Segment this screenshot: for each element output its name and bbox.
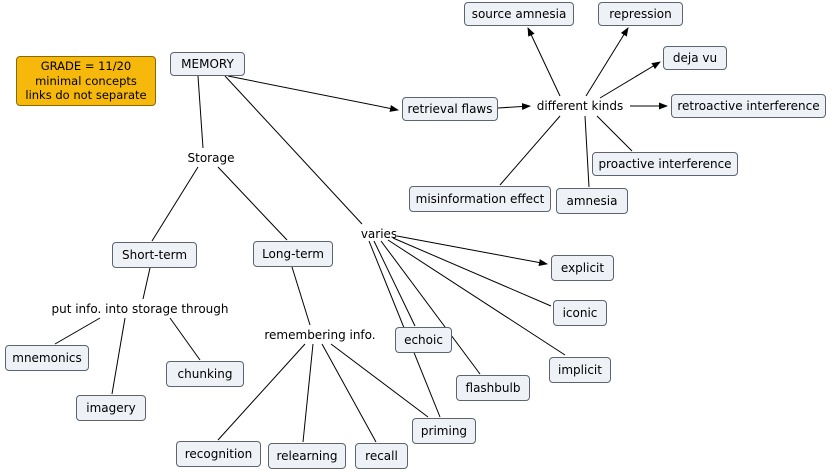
edge-varies-to-explicit bbox=[397, 236, 547, 264]
node-recognition[interactable]: recognition bbox=[176, 441, 261, 467]
node-retrieval_flaws[interactable]: retrieval flaws bbox=[402, 97, 498, 121]
node-retroactive_interference[interactable]: retroactive interference bbox=[671, 94, 826, 118]
edge-different_kinds-to-amnesia bbox=[585, 116, 589, 187]
node-iconic[interactable]: iconic bbox=[553, 300, 607, 326]
edge-different_kinds-to-proactive_interference bbox=[597, 116, 632, 151]
node-long_term[interactable]: Long-term bbox=[253, 241, 333, 267]
node-amnesia[interactable]: amnesia bbox=[556, 188, 628, 214]
edge-remembering_info-to-recall bbox=[322, 344, 376, 442]
node-storage[interactable]: Storage bbox=[187, 151, 235, 165]
edge-different_kinds-to-misinformation_effect bbox=[500, 116, 560, 185]
node-flashbulb[interactable]: flashbulb bbox=[456, 375, 530, 401]
node-put_info[interactable]: put info. into storage through bbox=[51, 302, 229, 316]
grade-line-1: GRADE = 11/20 bbox=[40, 59, 132, 74]
edge-varies-to-echoic bbox=[374, 241, 415, 326]
node-misinformation_effect[interactable]: misinformation effect bbox=[409, 186, 551, 212]
edge-storage-to-short_term bbox=[152, 167, 198, 241]
edge-different_kinds-to-repression bbox=[586, 28, 628, 96]
node-explicit[interactable]: explicit bbox=[551, 255, 614, 281]
node-different_kinds[interactable]: different kinds bbox=[536, 99, 624, 113]
node-varies[interactable]: varies bbox=[360, 227, 398, 241]
edge-long_term-to-remembering_info bbox=[292, 267, 310, 325]
grade-line-2: minimal concepts bbox=[35, 73, 137, 88]
edge-different_kinds-to-deja_vu bbox=[600, 62, 660, 98]
node-mnemonics[interactable]: mnemonics bbox=[5, 345, 89, 371]
node-repression[interactable]: repression bbox=[598, 2, 683, 26]
node-echoic[interactable]: echoic bbox=[395, 327, 452, 353]
node-memory[interactable]: MEMORY bbox=[170, 52, 245, 76]
edge-put_info-to-chunking bbox=[170, 318, 200, 360]
node-recall[interactable]: recall bbox=[355, 443, 408, 469]
node-remembering_info[interactable]: remembering info. bbox=[264, 328, 376, 342]
node-source_amnesia[interactable]: source amnesia bbox=[464, 2, 574, 26]
grade-line-3: links do not separate bbox=[25, 88, 147, 103]
edge-remembering_info-to-recognition bbox=[218, 344, 305, 440]
edge-short_term-to-put_info bbox=[143, 268, 150, 299]
node-chunking[interactable]: chunking bbox=[166, 361, 244, 387]
edge-different_kinds-to-source_amnesia bbox=[528, 28, 560, 96]
node-implicit[interactable]: implicit bbox=[549, 357, 611, 383]
node-imagery[interactable]: imagery bbox=[76, 395, 146, 421]
edge-storage-to-long_term bbox=[218, 167, 287, 240]
edge-remembering_info-to-priming bbox=[331, 344, 428, 417]
edge-memory-to-varies bbox=[225, 76, 362, 224]
edge-memory-to-retrieval_flaws bbox=[228, 76, 398, 110]
node-deja_vu[interactable]: deja vu bbox=[663, 46, 727, 70]
edge-put_info-to-mnemonics bbox=[55, 318, 100, 344]
edge-varies-to-flashbulb bbox=[381, 241, 480, 374]
edge-put_info-to-imagery bbox=[112, 318, 125, 394]
edge-varies-to-iconic bbox=[393, 238, 551, 306]
node-relearning[interactable]: relearning bbox=[268, 443, 346, 469]
node-proactive_interference[interactable]: proactive interference bbox=[592, 152, 738, 176]
edge-remembering_info-to-relearning bbox=[303, 344, 313, 442]
node-short_term[interactable]: Short-term bbox=[112, 242, 197, 268]
edge-retrieval_flaws-to-different_kinds bbox=[498, 106, 530, 108]
grade-annotation bbox=[16, 56, 156, 106]
edge-memory-to-storage bbox=[198, 76, 203, 148]
node-priming[interactable]: priming bbox=[412, 418, 476, 444]
